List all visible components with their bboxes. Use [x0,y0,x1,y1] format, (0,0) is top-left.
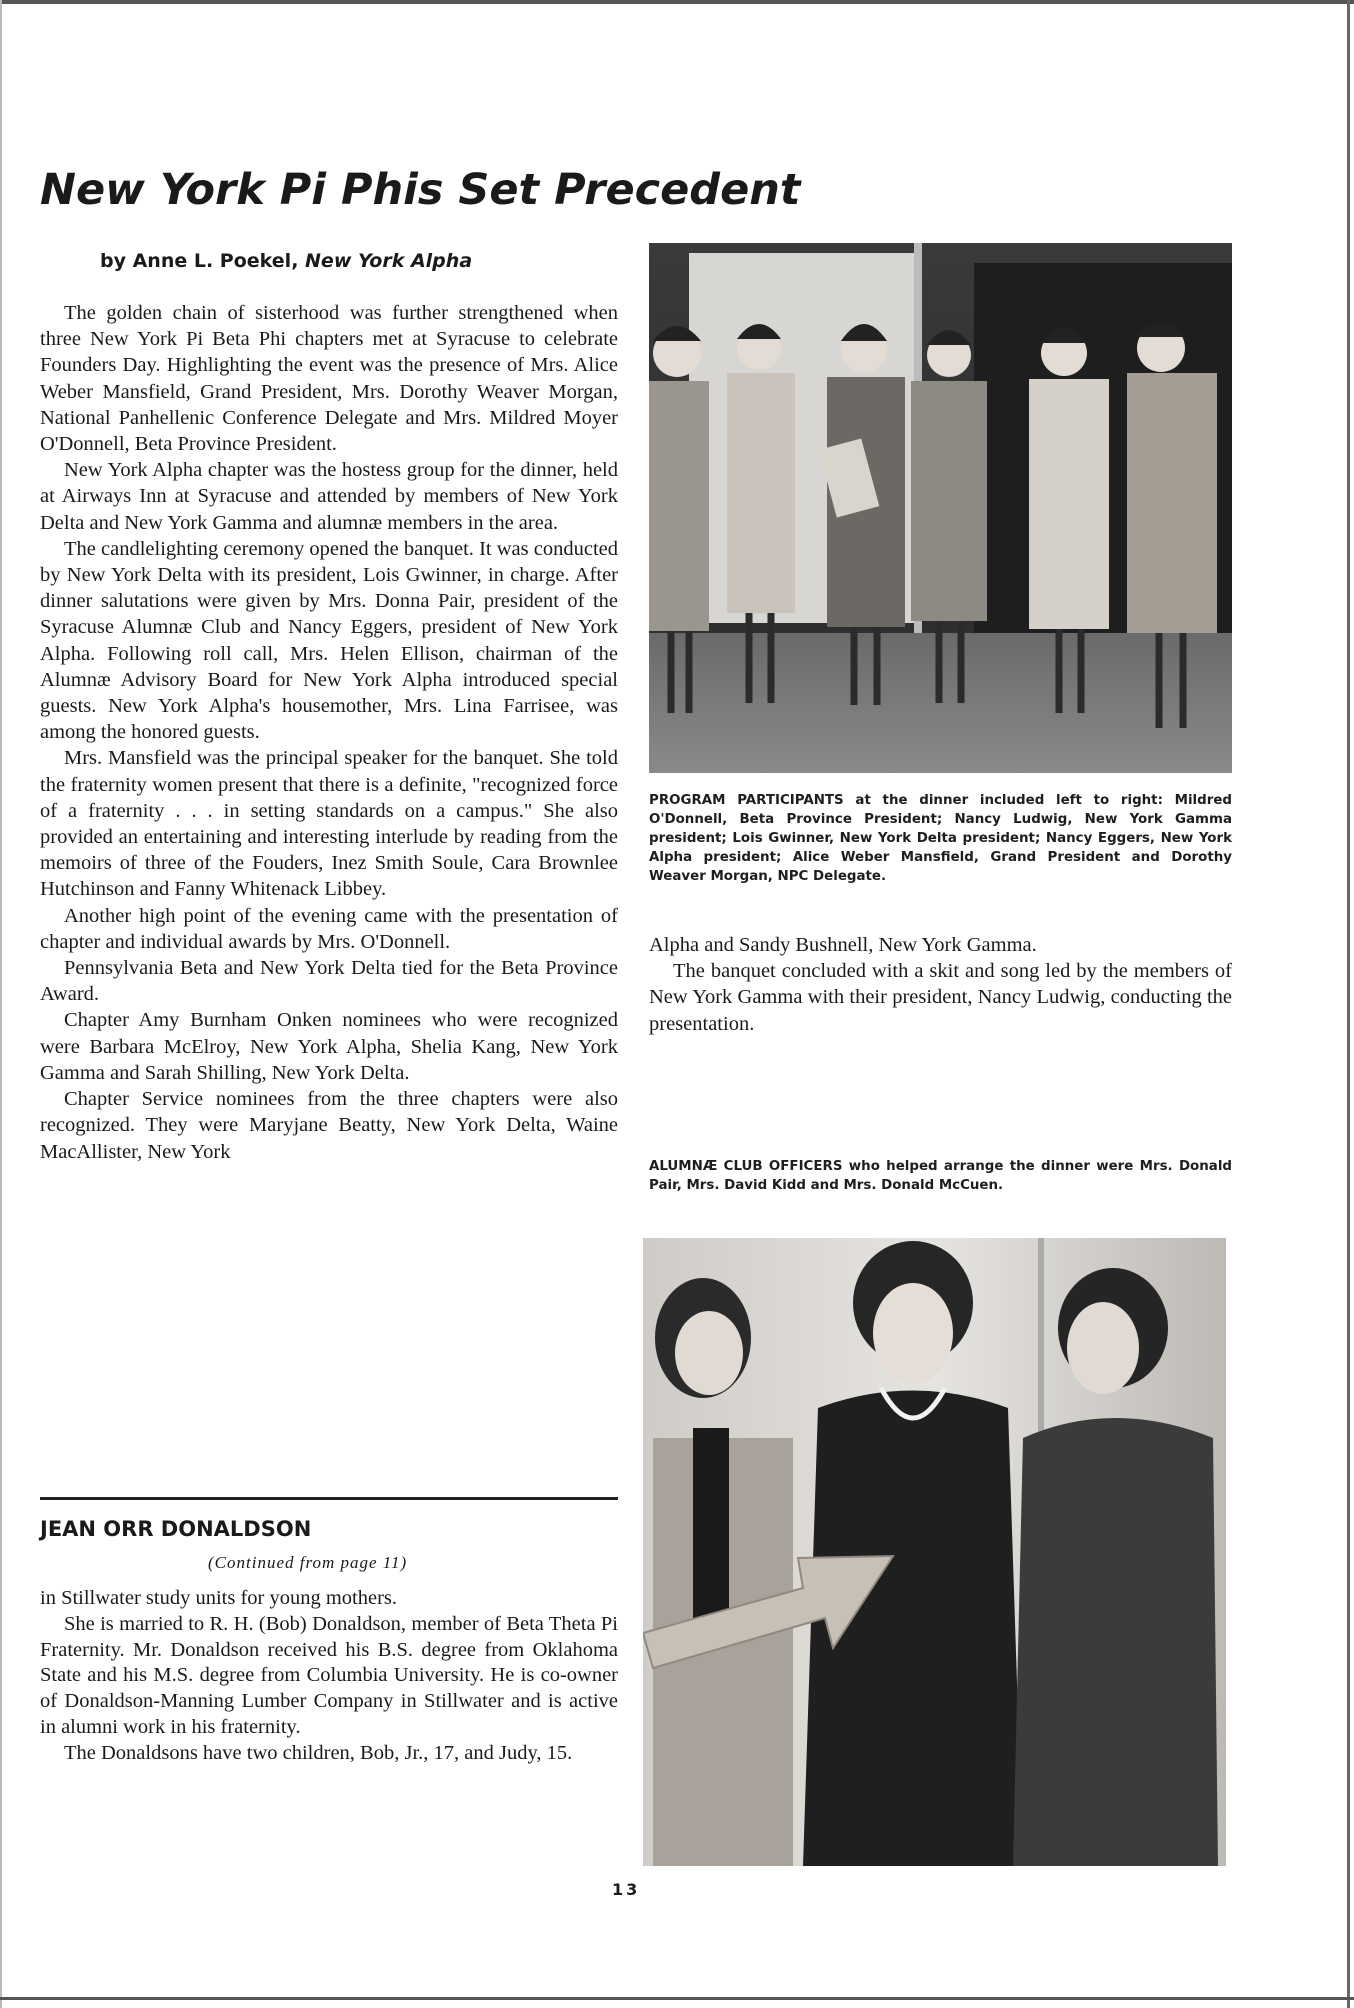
photo2-caption [649,1157,1232,1195]
alumnae-officers-photo [643,1238,1226,1866]
photo1-caption [649,791,1232,886]
paragraph: in Stillwater study units for young mothers. [40,1587,398,1609]
article-body-right [649,932,1232,1037]
page-border-bottom [0,1997,1354,2000]
paragraph: The golden chain of sisterhood was further strengthened when three New York Pi Beta Phi chapters met at Syracuse to celebrate Founders Day. Highlighting the event was the presence of Mrs. Alice Weber Mansfield, Grand President, Mrs. Dorothy Weaver Morgan, National Panhellenic Conference Delegate and Mrs. Mildred Moyer O'Donnell, Beta Province President. [40,302,618,456]
article-byline [100,250,472,272]
paragraph: The banquet concluded with a skit and song led by the members of New York Gamma with their president, Nancy Ludwig, conducting the presentation. [649,960,1232,1035]
program-participants-photo [649,243,1232,773]
photo-illustration [643,1238,1226,1866]
paragraph: Mrs. Mansfield was the principal speaker for the banquet. She told the fraternity women present that there is a definite, "recognized force of a fraternity . . . in setting standards on a campus." She also provided an entertaining and interesting interlude by reading from the memoirs of three of the Fouders, Inez Smith Soule, Cara Brownlee Hutchinson and Fanny Whitenack Libbey. [40,747,618,901]
page-border-left [0,0,2,2008]
continued-note: (Continued from page 11) [208,1553,408,1572]
page-number: 13 [612,1880,641,1899]
sidebar-heading: JEAN ORR DONALDSON [40,1517,312,1541]
byline-chapter: New York Alpha [305,250,473,272]
section-divider [40,1497,618,1500]
paragraph: She is married to R. H. (Bob) Donaldson, member of Beta Theta Pi Fraternity. Mr. Donaldson received his B.S. degree from Oklahoma State and his M.S. degree from Columbia University. He is co-owner of Donaldson-Manning Lumber Company in Stillwater and is active in alumni work in his fraternity. [40,1612,618,1738]
photo-illustration [649,243,1232,773]
paragraph: Another high point of the evening came with the presentation of chapter and individual awards by Mrs. O'Donnell. [40,904,618,953]
caption-text: who helped arrange the dinner were Mrs. Donald Pair, Mrs. David Kidd and Mrs. Donald McCuen. [649,1159,1232,1193]
page-border-top [0,0,1354,4]
byline-author: by Anne L. Poekel, [100,250,299,272]
paragraph: The candlelighting ceremony opened the banquet. It was conducted by New York Delta with its president, Lois Gwinner, in charge. After dinner salutations were given by Mrs. Donna Pair, president of the Syracuse Alumnæ Club and Nancy Eggers, president of New York Alpha. Following roll call, Mrs. Helen Ellison, chairman of the Alumnæ Advisory Board for New York Alpha introduced special guests. New York Alpha's housemother, Mrs. Lina Farrisee, was among the honored guests. [40,537,618,744]
paragraph: Chapter Service nominees from the three chapters were also recognized. They were Maryjane Beatty, New York Delta, Waine MacAllister, New York [40,1088,618,1163]
page-border-right [1347,0,1350,2008]
paragraph: Chapter Amy Burnham Onken nominees who were recognized were Barbara McElroy, New York Alpha, Shelia Kang, New York Gamma and Sarah Shilling, New York Delta. [40,1009,618,1084]
caption-text: at the dinner included left to right: Mildred O'Donnell, Beta Province President; Nancy Ludwig, New York Gamma president; Lois Gwinner, New York Delta president; Nancy Eggers, New York Alpha president; Alice Weber Mansfield, Grand President and Dorothy Weaver Morgan, NPC Delegate. [649,793,1232,884]
caption-lead: ALUMNÆ CLUB OFFICERS [649,1159,843,1174]
sidebar-body [40,1586,618,1767]
paragraph: Alpha and Sandy Bushnell, New York Gamma. [649,934,1037,956]
paragraph: The Donaldsons have two children, Bob, Jr., 17, and Judy, 15. [64,1741,573,1764]
paragraph: Pennsylvania Beta and New York Delta tied for the Beta Province Award. [40,957,618,1006]
paragraph: New York Alpha chapter was the hostess group for the dinner, held at Airways Inn at Syracuse and attended by members of New York Delta and New York Gamma and alumnæ members in the area. [40,459,618,534]
caption-lead: PROGRAM PARTICIPANTS [649,793,844,808]
article-body-left [40,300,618,1165]
article-title: New York Pi Phis Set Precedent [40,165,801,215]
